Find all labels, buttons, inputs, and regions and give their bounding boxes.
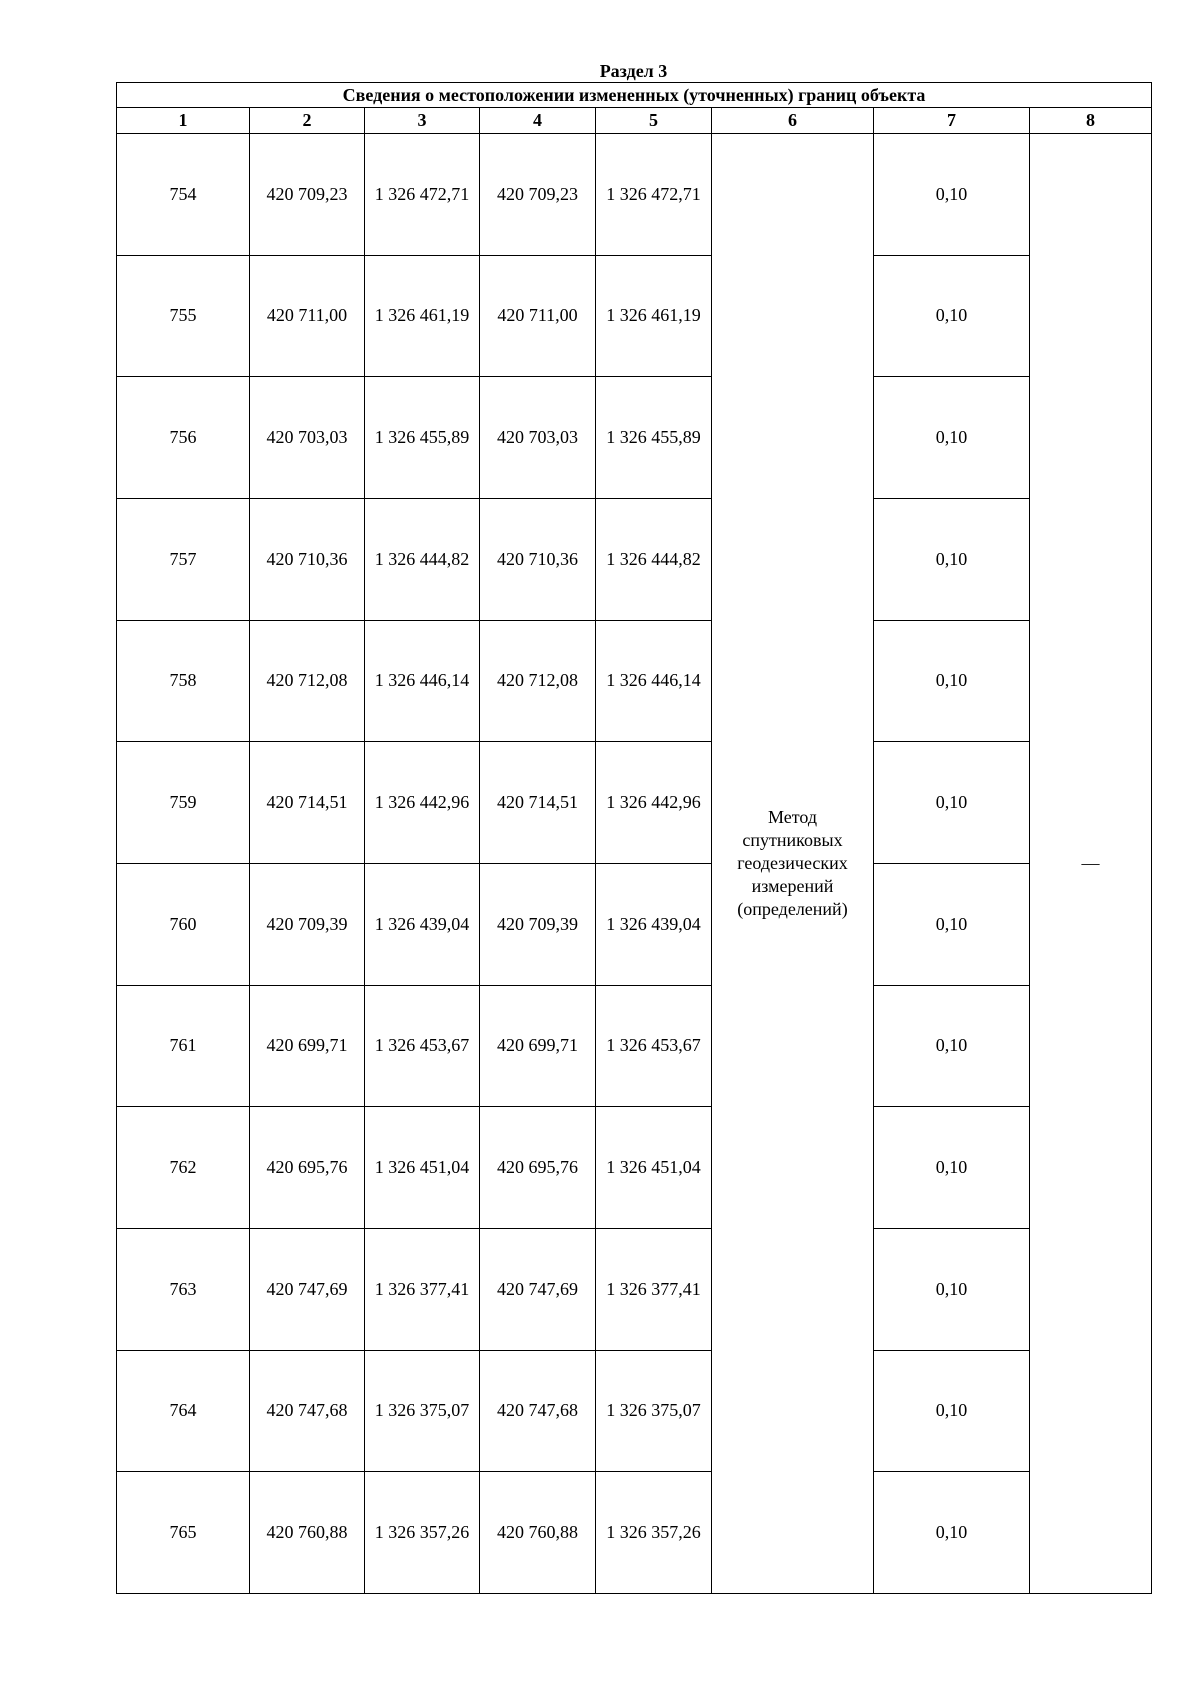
accuracy-value: 0,10	[874, 1107, 1030, 1229]
x-coordinate-existing: 420 709,39	[250, 863, 365, 985]
y-coordinate-existing: 1 326 472,71	[365, 134, 480, 256]
y-coordinate-refined: 1 326 375,07	[596, 1350, 712, 1472]
accuracy-value: 0,10	[874, 863, 1030, 985]
x-coordinate-existing: 420 712,08	[250, 620, 365, 742]
y-coordinate-existing: 1 326 455,89	[365, 377, 480, 499]
y-coordinate-refined: 1 326 455,89	[596, 377, 712, 499]
section-title: Раздел 3	[599, 61, 668, 81]
accuracy-value: 0,10	[874, 985, 1030, 1107]
x-coordinate-existing: 420 760,88	[250, 1472, 365, 1594]
table-row	[117, 985, 1152, 1107]
x-coordinate-existing: 420 699,71	[250, 985, 365, 1107]
x-coordinate-refined: 420 714,51	[480, 742, 596, 864]
y-coordinate-refined: 1 326 377,41	[596, 1228, 712, 1350]
x-coordinate-refined: 420 695,76	[480, 1107, 596, 1229]
x-coordinate-refined: 420 709,23	[480, 134, 596, 256]
accuracy-value: 0,10	[874, 742, 1030, 864]
x-coordinate-refined: 420 747,68	[480, 1350, 596, 1472]
x-coordinate-existing: 420 710,36	[250, 498, 365, 620]
x-coordinate-existing: 420 711,00	[250, 255, 365, 377]
point-number: 757	[117, 498, 250, 620]
accuracy-value: 0,10	[874, 255, 1030, 377]
x-coordinate-refined: 420 711,00	[480, 255, 596, 377]
y-coordinate-refined: 1 326 442,96	[596, 742, 712, 864]
table-row	[117, 377, 1152, 499]
table-row	[117, 742, 1152, 864]
column-number-6: 6	[712, 108, 874, 134]
table-row	[117, 1350, 1152, 1472]
method-line: Метод	[767, 807, 818, 827]
y-coordinate-refined: 1 326 461,19	[596, 255, 712, 377]
accuracy-value: 0,10	[874, 498, 1030, 620]
column-number-1: 1	[117, 108, 250, 134]
y-coordinate-existing: 1 326 439,04	[365, 863, 480, 985]
y-coordinate-refined: 1 326 453,67	[596, 985, 712, 1107]
y-coordinate-existing: 1 326 446,14	[365, 620, 480, 742]
boundary-coordinates-table	[116, 82, 1152, 1594]
accuracy-value: 0,10	[874, 1228, 1030, 1350]
y-coordinate-existing: 1 326 357,26	[365, 1472, 480, 1594]
table-row	[117, 498, 1152, 620]
x-coordinate-refined: 420 699,71	[480, 985, 596, 1107]
x-coordinate-refined: 420 747,69	[480, 1228, 596, 1350]
accuracy-value: 0,10	[874, 620, 1030, 742]
determination-method	[712, 134, 874, 1594]
y-coordinate-existing: 1 326 451,04	[365, 1107, 480, 1229]
method-line: спутниковых	[742, 830, 843, 850]
method-line: геодезических	[737, 853, 848, 873]
method-line: измерений	[751, 876, 834, 896]
y-coordinate-refined: 1 326 451,04	[596, 1107, 712, 1229]
table-row	[117, 620, 1152, 742]
point-number: 763	[117, 1228, 250, 1350]
y-coordinate-existing: 1 326 461,19	[365, 255, 480, 377]
method-line: (определений)	[737, 899, 848, 919]
x-coordinate-existing: 420 703,03	[250, 377, 365, 499]
y-coordinate-refined: 1 326 357,26	[596, 1472, 712, 1594]
x-coordinate-refined: 420 760,88	[480, 1472, 596, 1594]
point-number: 759	[117, 742, 250, 864]
column-number-3: 3	[365, 108, 480, 134]
y-coordinate-existing: 1 326 453,67	[365, 985, 480, 1107]
y-coordinate-existing: 1 326 377,41	[365, 1228, 480, 1350]
table-row	[117, 1228, 1152, 1350]
y-coordinate-refined: 1 326 446,14	[596, 620, 712, 742]
point-number: 754	[117, 134, 250, 256]
point-description: —	[1030, 134, 1152, 1594]
x-coordinate-refined: 420 712,08	[480, 620, 596, 742]
column-number-4: 4	[480, 108, 596, 134]
point-number: 760	[117, 863, 250, 985]
y-coordinate-existing: 1 326 375,07	[365, 1350, 480, 1472]
y-coordinate-refined: 1 326 439,04	[596, 863, 712, 985]
x-coordinate-refined: 420 710,36	[480, 498, 596, 620]
y-coordinate-existing: 1 326 444,82	[365, 498, 480, 620]
column-number-8: 8	[1030, 108, 1152, 134]
y-coordinate-existing: 1 326 442,96	[365, 742, 480, 864]
accuracy-value: 0,10	[874, 377, 1030, 499]
accuracy-value: 0,10	[874, 134, 1030, 256]
y-coordinate-refined: 1 326 444,82	[596, 498, 712, 620]
table-row	[117, 1472, 1152, 1594]
point-number: 756	[117, 377, 250, 499]
column-number-5: 5	[596, 108, 712, 134]
x-coordinate-refined: 420 703,03	[480, 377, 596, 499]
table-row	[117, 134, 1152, 256]
x-coordinate-existing: 420 695,76	[250, 1107, 365, 1229]
column-number-7: 7	[874, 108, 1030, 134]
table-row	[117, 863, 1152, 985]
accuracy-value: 0,10	[874, 1350, 1030, 1472]
point-number: 755	[117, 255, 250, 377]
x-coordinate-existing: 420 709,23	[250, 134, 365, 256]
y-coordinate-refined: 1 326 472,71	[596, 134, 712, 256]
accuracy-value: 0,10	[874, 1472, 1030, 1594]
point-number: 761	[117, 985, 250, 1107]
point-number: 758	[117, 620, 250, 742]
x-coordinate-existing: 420 747,69	[250, 1228, 365, 1350]
point-number: 764	[117, 1350, 250, 1472]
x-coordinate-existing: 420 747,68	[250, 1350, 365, 1472]
column-number-2: 2	[250, 108, 365, 134]
x-coordinate-existing: 420 714,51	[250, 742, 365, 864]
point-number: 765	[117, 1472, 250, 1594]
table-row	[117, 1107, 1152, 1229]
x-coordinate-refined: 420 709,39	[480, 863, 596, 985]
table-caption: Сведения о местоположении измененных (уточненных) границ объекта	[117, 83, 1152, 108]
point-number: 762	[117, 1107, 250, 1229]
table-row	[117, 255, 1152, 377]
